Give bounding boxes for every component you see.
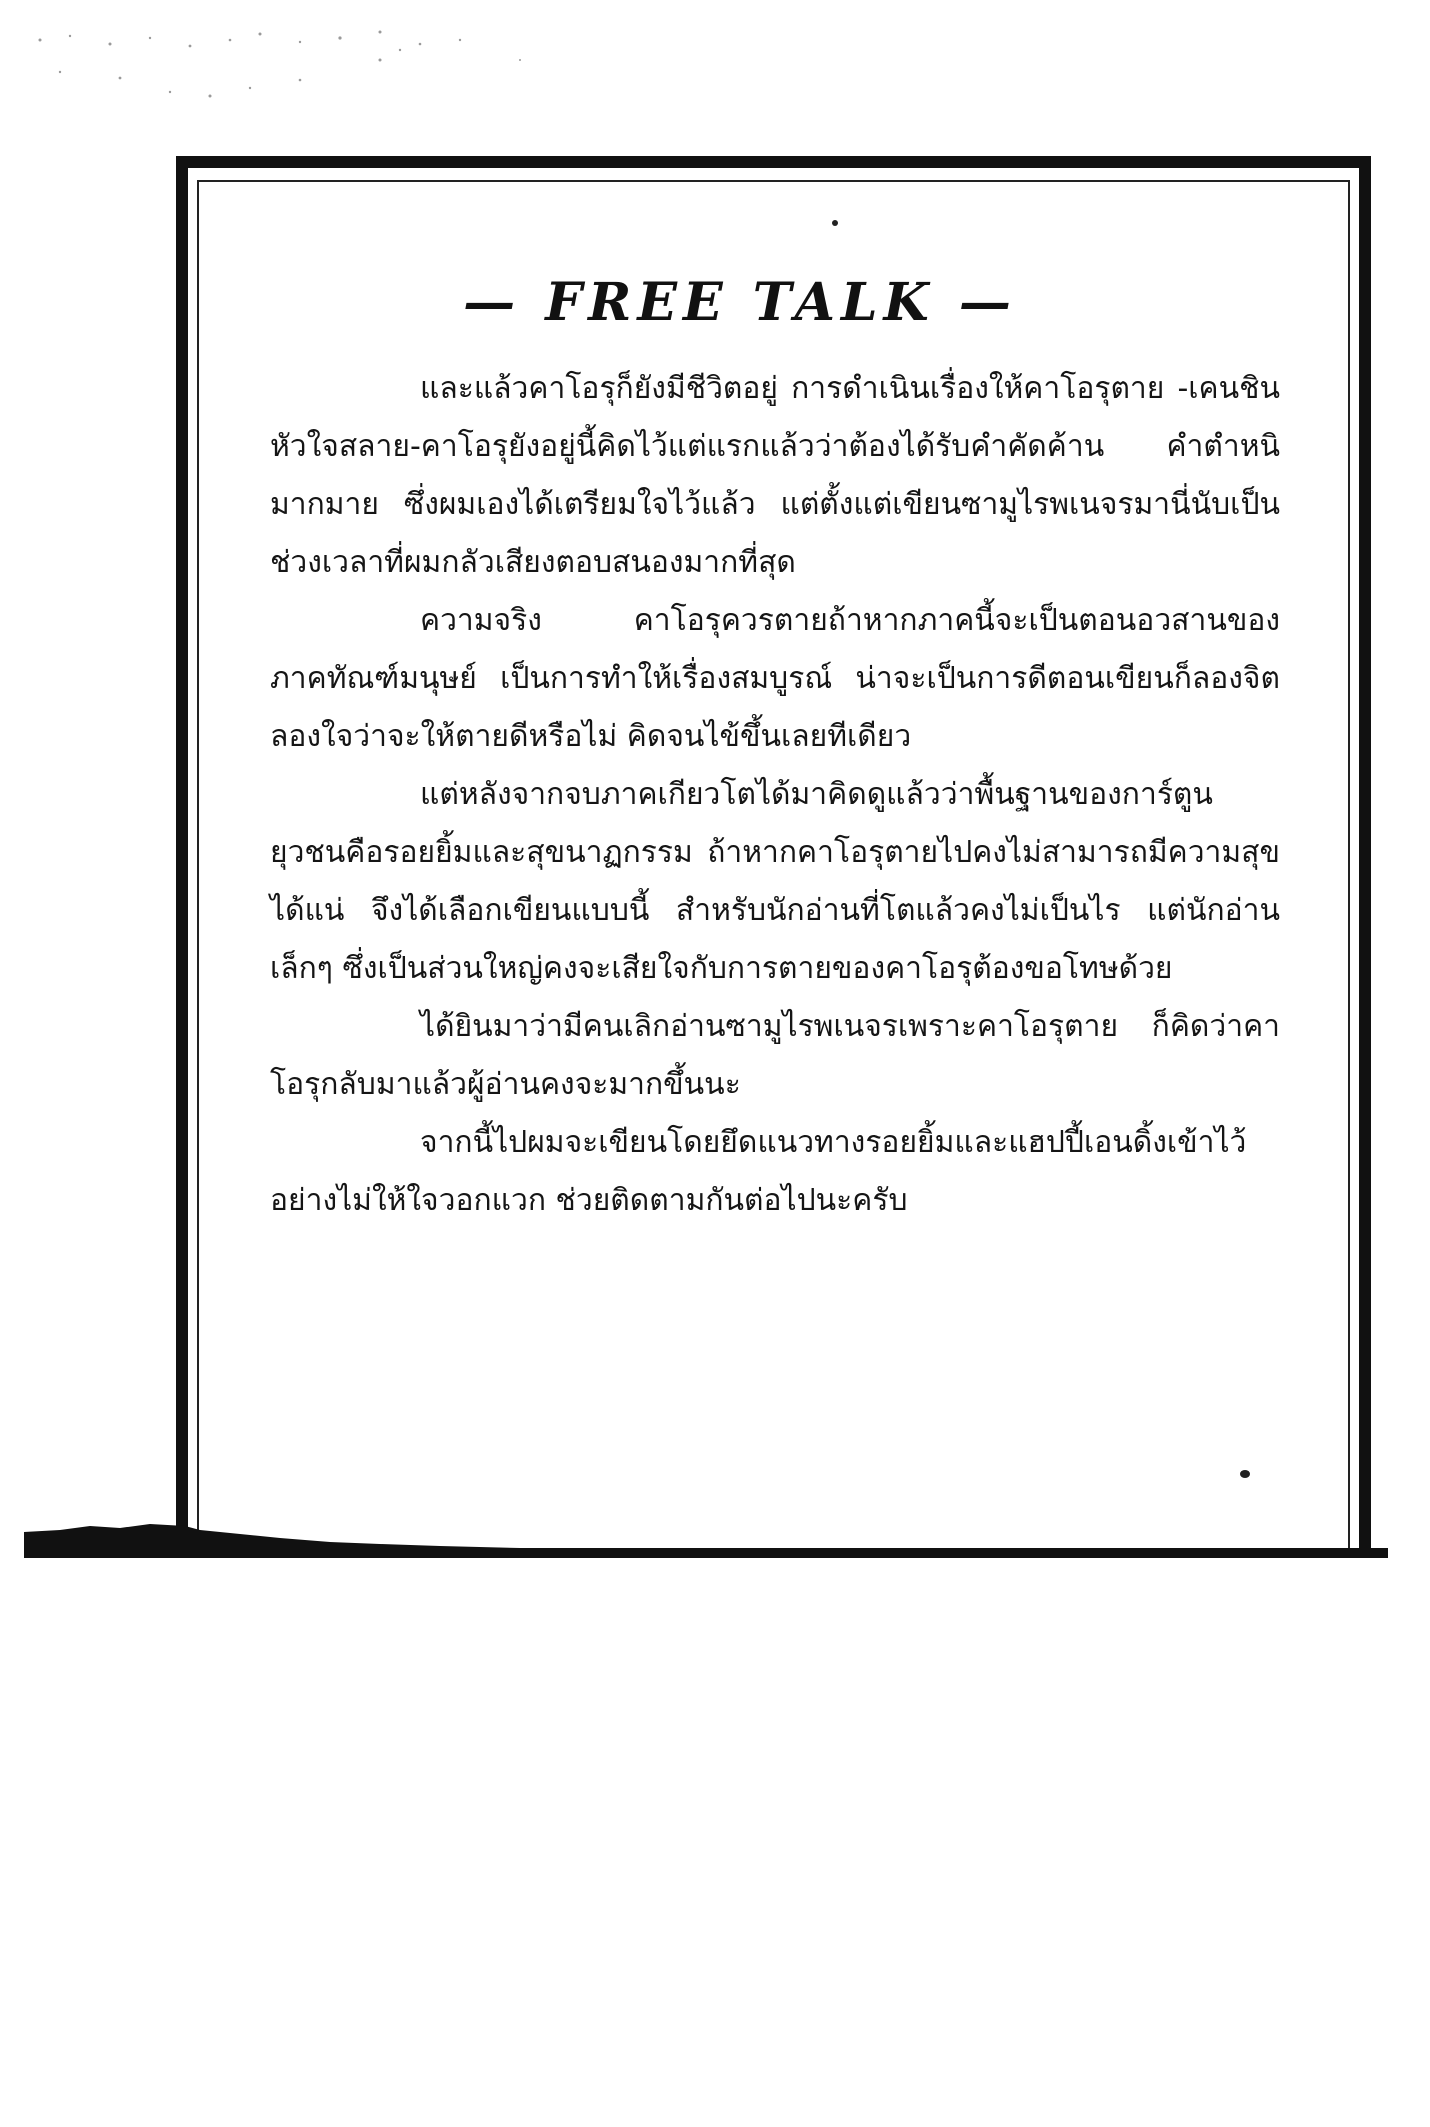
ink-speck xyxy=(832,220,838,226)
paragraph-3: แต่หลังจากจบภาคเกียวโตได้มาคิดดูแล้วว่าพื้นฐานของการ์ตูนยุวชนคือรอยยิ้มและสุขนาฏกรรม ถ้าหากคาโอรุตายไปคงไม่สามารถมีความสุขได้แน่ จึงได้เลือกเขียนแบบนี้ สำหรับนักอ่านที่โตแล้วคงไม่เป็นไร แต่นักอ่านเล็กๆ ซึ่งเป็นส่วนใหญ่คงจะเสียใจกับการตายของคาโอรุต้องขอโทษด้วย xyxy=(270,777,1280,986)
scan-noise-top xyxy=(0,0,1430,140)
paragraph-2: ความจริง คาโอรุควรตายถ้าหากภาคนี้จะเป็นตอนอวสานของภาคทัณฑ์มนุษย์ เป็นการทำให้เรื่องสมบูรณ์ น่าจะเป็นการดีตอนเขียนก็ลองจิตลองใจว่าจะให้ตายดีหรือไม่ คิดจนไข้ขึ้นเลยทีเดียว xyxy=(270,603,1280,754)
torn-paper-edge xyxy=(0,1490,1430,1570)
paragraph-5: จากนี้ไปผมจะเขียนโดยยึดแนวทางรอยยิ้มและแฮปปี้เอนดิ้งเข้าไว้อย่างไม่ให้ใจวอกแวก ช่วยติดตามกันต่อไปนะครับ xyxy=(270,1125,1247,1218)
page-title: — FREE TALK — xyxy=(463,272,1017,333)
paragraph-4: ได้ยินมาว่ามีคนเลิกอ่านซามูไรพเนจรเพราะคาโอรุตาย ก็คิดว่าคาโอรุกลับมาแล้วผู้อ่านคงจะมากขึ้นนะ xyxy=(270,1009,1280,1102)
ink-speck xyxy=(1240,1470,1250,1478)
paragraph-1: และแล้วคาโอรุก็ยังมีชีวิตอยู่ การดำเนินเรื่องให้คาโอรุตาย -เคนชินหัวใจสลาย-คาโอรุยังอยู่นี้คิดไว้แต่แรกแล้วว่าต้องได้รับคำคัดค้าน คำตำหนิมากมาย ซึ่งผมเองได้เตรียมใจไว้แล้ว แต่ตั้งแต่เขียนซามูไรพเนจรมานี่นับเป็นช่วงเวลาที่ผมกลัวเสียงตอบสนองมากที่สุด xyxy=(270,371,1280,580)
article-body xyxy=(270,360,1280,1230)
